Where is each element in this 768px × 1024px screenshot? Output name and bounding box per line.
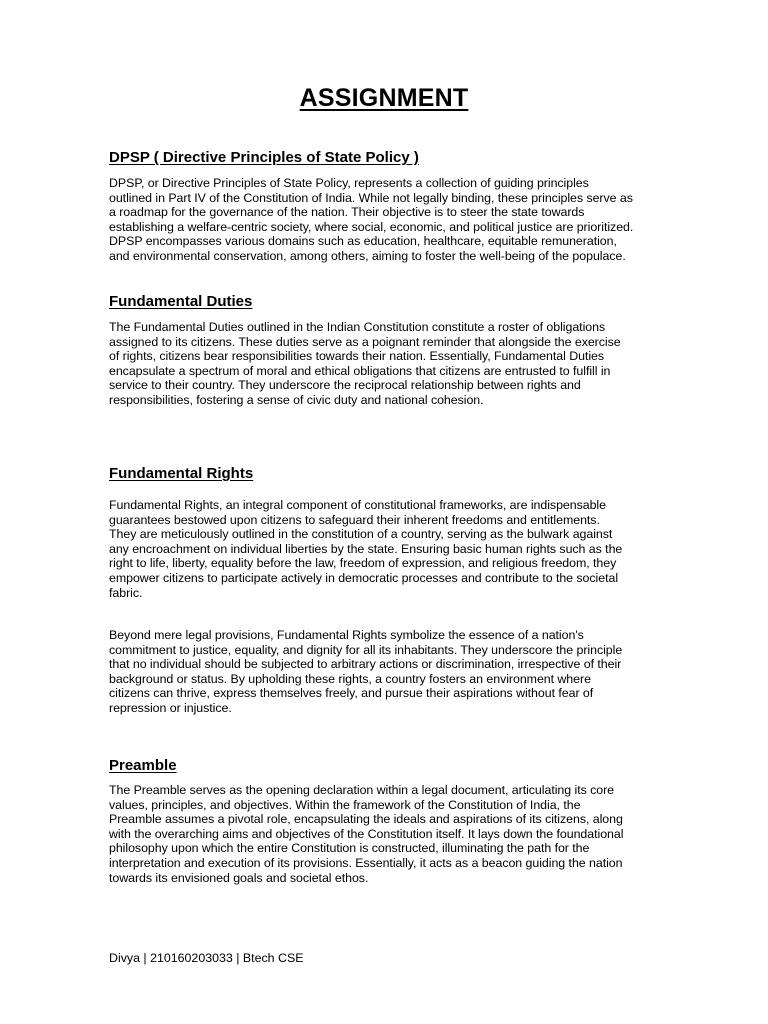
- text-line: and environmental conservation, among others, aiming to foster the well-being of the populace.: [109, 248, 626, 263]
- text-line: citizens can thrive, express themselves freely, and pursue their aspirations without fear of: [109, 686, 594, 701]
- section-heading-fundamental-rights: Fundamental Rights: [109, 465, 254, 482]
- text-line: The Fundamental Duties outlined in the Indian Constitution constitute a roster of obligations: [109, 320, 606, 334]
- section-heading-preamble: Preamble: [109, 757, 177, 774]
- section-heading-fundamental-duties: Fundamental Duties: [109, 293, 253, 310]
- text-line: philosophy upon which the entire Constitution is constructed, illuminating the path for the: [109, 841, 590, 856]
- text-line: Preamble assumes a pivotal role, encapsulating the ideals and aspirations of its citizens, along: [109, 812, 623, 827]
- text-line: background or status. By upholding these rights, a country fosters an environment where: [109, 671, 591, 686]
- text-line: with the overarching aims and objectives of the Constitution itself. It lays down the foundational: [109, 826, 624, 841]
- text-line: interpretation and execution of its provisions. Essentially, it acts as a beacon guiding the nation: [109, 855, 623, 870]
- text-line: DPSP, or Directive Principles of State Policy, represents a collection of guiding principles: [109, 176, 589, 190]
- text-line: guarantees bestowed upon citizens to safeguard their inherent freedoms and entitlements.: [109, 512, 600, 527]
- text-line: a roadmap for the governance of the nation. Their objective is to steer the state towards: [109, 205, 585, 220]
- text-line: outlined in Part IV of the Constitution of India. While not legally binding, these principles serve as: [109, 190, 633, 205]
- text-line: that no individual should be subjected to arbitrary actions or discrimination, irrespective of their: [109, 657, 622, 672]
- text-line: empower citizens to participate actively in democratic processes and contribute to the societal: [109, 570, 619, 585]
- text-line: repression or injustice.: [109, 700, 232, 715]
- section-paragraph-fundamental-rights-1: [109, 498, 669, 600]
- text-line: assigned to its citizens. These duties serve as a poignant reminder that alongside the exercise: [109, 334, 621, 349]
- section-paragraph-fundamental-duties: [109, 320, 669, 408]
- text-line: responsibilities, fostering a sense of civic duty and national cohesion.: [109, 392, 484, 407]
- text-line: service to their country. They underscore the reciprocal relationship between rights and: [109, 378, 581, 393]
- text-line: Fundamental Rights, an integral component of constitutional frameworks, are indispensable: [109, 498, 606, 512]
- text-line: establishing a welfare-centric society, where social, economic, and political justice are prioritized.: [109, 219, 634, 234]
- text-line: values, principles, and objectives. Within the framework of the Constitution of India, the: [109, 797, 581, 812]
- text-line: of rights, citizens bear responsibilities towards their nation. Essentially, Fundamental Duties: [109, 349, 605, 364]
- text-line: Beyond mere legal provisions, Fundamental Rights symbolize the essence of a nation's: [109, 628, 584, 642]
- section-paragraph-preamble: [109, 783, 669, 885]
- text-line: any encroachment on individual liberties by the state. Ensuring basic human rights such as the: [109, 541, 623, 556]
- text-line: The Preamble serves as the opening declaration within a legal document, articulating its core: [109, 783, 615, 797]
- document-title: ASSIGNMENT: [299, 84, 469, 112]
- text-line: fabric.: [109, 585, 143, 600]
- section-paragraph-dpsp: [109, 176, 669, 264]
- text-line: right to life, liberty, equality before the law, freedom of expression, and religious freedom, they: [109, 556, 617, 571]
- section-paragraph-fundamental-rights-2: [109, 628, 669, 716]
- text-line: commitment to justice, equality, and dignity for all its inhabitants. They underscore the principle: [109, 642, 623, 657]
- document-footer: Divya | 210160203033 | Btech CSE: [109, 951, 304, 965]
- section-heading-dpsp: DPSP ( Directive Principles of State Policy ): [109, 149, 419, 166]
- text-line: DPSP encompasses various domains such as education, healthcare, equitable remuneration,: [109, 234, 617, 249]
- text-line: They are meticulously outlined in the constitution of a country, serving as the bulwark against: [109, 527, 613, 542]
- text-line: towards its envisioned goals and societal ethos.: [109, 870, 369, 885]
- text-line: encapsulate a spectrum of moral and ethical obligations that citizens are entrusted to fulfill in: [109, 363, 611, 378]
